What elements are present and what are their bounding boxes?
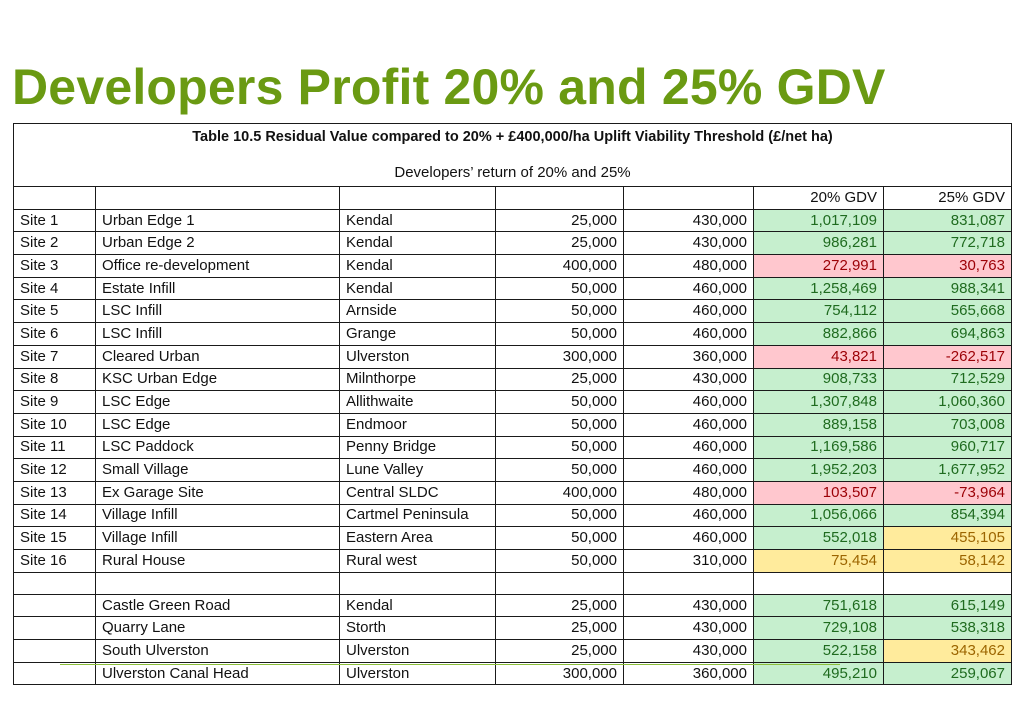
table-row: [14, 481, 1012, 504]
location-cell: Kendal: [340, 209, 496, 232]
table-row: [14, 300, 1012, 323]
gdv-20-cell: 1,952,203: [754, 459, 884, 482]
gdv-20-cell: 751,618: [754, 594, 884, 617]
value-1-cell: 25,000: [496, 232, 624, 255]
gdv-25-cell: 712,529: [884, 368, 1012, 391]
table-row: [14, 323, 1012, 346]
value-2-cell: 430,000: [624, 368, 754, 391]
location-cell: Ulverston: [340, 662, 496, 685]
value-2-cell: 460,000: [624, 391, 754, 414]
value-1-cell: 50,000: [496, 504, 624, 527]
site-cell: Site 11: [14, 436, 96, 459]
site-type-cell: Urban Edge 1: [96, 209, 340, 232]
site-cell: Site 3: [14, 255, 96, 278]
value-1-cell: 50,000: [496, 323, 624, 346]
spacer-cell: [884, 572, 1012, 594]
value-2-cell: 480,000: [624, 255, 754, 278]
gdv-20-cell: 272,991: [754, 255, 884, 278]
gdv-25-cell: 58,142: [884, 550, 1012, 573]
table-row: [14, 368, 1012, 391]
value-1-cell: 25,000: [496, 594, 624, 617]
gdv-20-cell: 103,507: [754, 481, 884, 504]
table-row: [14, 232, 1012, 255]
gdv-25-cell: -73,964: [884, 481, 1012, 504]
gdv-20-cell: 1,258,469: [754, 277, 884, 300]
table-row: [14, 209, 1012, 232]
column-header-row: [14, 187, 1012, 210]
location-cell: Central SLDC: [340, 481, 496, 504]
value-1-cell: 50,000: [496, 436, 624, 459]
table-row: [14, 391, 1012, 414]
site-type-cell: Rural House: [96, 550, 340, 573]
location-cell: Kendal: [340, 277, 496, 300]
table-row: [14, 594, 1012, 617]
gdv-25-cell: 30,763: [884, 255, 1012, 278]
value-2-cell: 460,000: [624, 459, 754, 482]
table-row: [14, 345, 1012, 368]
location-cell: Arnside: [340, 300, 496, 323]
site-type-cell: LSC Edge: [96, 391, 340, 414]
location-cell: Allithwaite: [340, 391, 496, 414]
gdv-20-cell: 754,112: [754, 300, 884, 323]
header-cell-empty: [96, 187, 340, 210]
header-25-gdv: 25% GDV: [884, 187, 1012, 210]
site-type-cell: LSC Infill: [96, 300, 340, 323]
value-1-cell: 50,000: [496, 550, 624, 573]
value-1-cell: 50,000: [496, 277, 624, 300]
gdv-25-cell: 988,341: [884, 277, 1012, 300]
gdv-25-cell: 831,087: [884, 209, 1012, 232]
value-1-cell: 400,000: [496, 255, 624, 278]
value-2-cell: 460,000: [624, 277, 754, 300]
site-cell: Site 4: [14, 277, 96, 300]
header-cell-empty: [624, 187, 754, 210]
site-type-cell: LSC Edge: [96, 413, 340, 436]
gdv-25-cell: 772,718: [884, 232, 1012, 255]
site-type-cell: LSC Paddock: [96, 436, 340, 459]
site-cell: Site 1: [14, 209, 96, 232]
gdv-25-cell: 538,318: [884, 617, 1012, 640]
location-cell: Kendal: [340, 255, 496, 278]
location-cell: Lune Valley: [340, 459, 496, 482]
gdv-25-cell: 703,008: [884, 413, 1012, 436]
site-cell: [14, 640, 96, 663]
value-1-cell: 50,000: [496, 459, 624, 482]
site-cell: Site 10: [14, 413, 96, 436]
value-2-cell: 460,000: [624, 504, 754, 527]
table-row: [14, 459, 1012, 482]
site-cell: Site 7: [14, 345, 96, 368]
spacer-cell: [496, 572, 624, 594]
site-cell: Site 2: [14, 232, 96, 255]
location-cell: Milnthorpe: [340, 368, 496, 391]
gdv-25-cell: 343,462: [884, 640, 1012, 663]
header-cell-empty: [340, 187, 496, 210]
value-2-cell: 460,000: [624, 323, 754, 346]
spacer-cell: [624, 572, 754, 594]
table-row: [14, 527, 1012, 550]
site-cell: [14, 594, 96, 617]
site-type-cell: Ex Garage Site: [96, 481, 340, 504]
gdv-20-cell: 552,018: [754, 527, 884, 550]
site-type-cell: Small Village: [96, 459, 340, 482]
value-2-cell: 360,000: [624, 662, 754, 685]
value-1-cell: 400,000: [496, 481, 624, 504]
site-type-cell: Urban Edge 2: [96, 232, 340, 255]
gdv-20-cell: 1,056,066: [754, 504, 884, 527]
site-cell: Site 8: [14, 368, 96, 391]
table-caption-cell: [14, 124, 1012, 187]
table-row: [14, 504, 1012, 527]
gdv-20-cell: 1,017,109: [754, 209, 884, 232]
gdv-25-cell: 565,668: [884, 300, 1012, 323]
value-1-cell: 25,000: [496, 368, 624, 391]
value-2-cell: 430,000: [624, 640, 754, 663]
table-row: [14, 617, 1012, 640]
site-cell: Site 16: [14, 550, 96, 573]
table-row: [14, 277, 1012, 300]
header-20-gdv: 20% GDV: [754, 187, 884, 210]
value-2-cell: 360,000: [624, 345, 754, 368]
gdv-20-cell: 889,158: [754, 413, 884, 436]
site-cell: Site 14: [14, 504, 96, 527]
location-cell: Penny Bridge: [340, 436, 496, 459]
gdv-20-cell: 908,733: [754, 368, 884, 391]
table-row: [14, 255, 1012, 278]
gdv-20-cell: 495,210: [754, 662, 884, 685]
site-type-cell: LSC Infill: [96, 323, 340, 346]
value-1-cell: 50,000: [496, 391, 624, 414]
gdv-25-cell: 854,394: [884, 504, 1012, 527]
value-2-cell: 430,000: [624, 209, 754, 232]
location-cell: Eastern Area: [340, 527, 496, 550]
site-cell: [14, 617, 96, 640]
value-1-cell: 50,000: [496, 413, 624, 436]
gdv-20-cell: 75,454: [754, 550, 884, 573]
gdv-25-cell: 1,060,360: [884, 391, 1012, 414]
site-type-cell: South Ulverston: [96, 640, 340, 663]
value-2-cell: 480,000: [624, 481, 754, 504]
slide-title: Developers Profit 20% and 25% GDV: [12, 59, 886, 115]
value-2-cell: 460,000: [624, 413, 754, 436]
header-cell-empty: [14, 187, 96, 210]
site-cell: Site 12: [14, 459, 96, 482]
value-1-cell: 50,000: [496, 300, 624, 323]
gdv-20-cell: 986,281: [754, 232, 884, 255]
value-2-cell: 460,000: [624, 436, 754, 459]
gdv-25-cell: 1,677,952: [884, 459, 1012, 482]
site-cell: [14, 662, 96, 685]
spacer-cell: [96, 572, 340, 594]
site-cell: Site 15: [14, 527, 96, 550]
gdv-25-cell: -262,517: [884, 345, 1012, 368]
site-cell: Site 13: [14, 481, 96, 504]
site-type-cell: Castle Green Road: [96, 594, 340, 617]
value-1-cell: 25,000: [496, 209, 624, 232]
gdv-20-cell: 522,158: [754, 640, 884, 663]
gdv-25-cell: 259,067: [884, 662, 1012, 685]
gdv-20-cell: 1,169,586: [754, 436, 884, 459]
site-type-cell: Ulverston Canal Head: [96, 662, 340, 685]
table-row: [14, 436, 1012, 459]
site-cell: Site 5: [14, 300, 96, 323]
residual-value-table: [13, 123, 1012, 685]
gdv-20-cell: 1,307,848: [754, 391, 884, 414]
value-2-cell: 460,000: [624, 527, 754, 550]
value-2-cell: 310,000: [624, 550, 754, 573]
gdv-25-cell: 694,863: [884, 323, 1012, 346]
value-1-cell: 300,000: [496, 345, 624, 368]
spacer-row: [14, 572, 1012, 594]
location-cell: Grange: [340, 323, 496, 346]
location-cell: Ulverston: [340, 345, 496, 368]
location-cell: Endmoor: [340, 413, 496, 436]
spacer-cell: [340, 572, 496, 594]
site-cell: Site 9: [14, 391, 96, 414]
table-row: [14, 640, 1012, 663]
gdv-20-cell: 729,108: [754, 617, 884, 640]
location-cell: Kendal: [340, 594, 496, 617]
value-1-cell: 25,000: [496, 640, 624, 663]
site-type-cell: Office re-development: [96, 255, 340, 278]
caption-row: [14, 124, 1012, 187]
table-subcaption: Developers’ return of 20% and 25%: [394, 164, 631, 181]
site-type-cell: Estate Infill: [96, 277, 340, 300]
location-cell: Kendal: [340, 232, 496, 255]
spacer-cell: [754, 572, 884, 594]
gdv-20-cell: 43,821: [754, 345, 884, 368]
gdv-25-cell: 960,717: [884, 436, 1012, 459]
site-type-cell: Quarry Lane: [96, 617, 340, 640]
value-2-cell: 430,000: [624, 232, 754, 255]
location-cell: Storth: [340, 617, 496, 640]
location-cell: Ulverston: [340, 640, 496, 663]
value-1-cell: 50,000: [496, 527, 624, 550]
site-type-cell: Village Infill: [96, 504, 340, 527]
location-cell: Cartmel Peninsula: [340, 504, 496, 527]
value-2-cell: 430,000: [624, 594, 754, 617]
spacer-cell: [14, 572, 96, 594]
site-type-cell: Village Infill: [96, 527, 340, 550]
table-container: [13, 123, 1012, 685]
location-cell: Rural west: [340, 550, 496, 573]
value-1-cell: 300,000: [496, 662, 624, 685]
value-1-cell: 25,000: [496, 617, 624, 640]
site-type-cell: Cleared Urban: [96, 345, 340, 368]
value-2-cell: 430,000: [624, 617, 754, 640]
table-row: [14, 550, 1012, 573]
table-caption: Table 10.5 Residual Value compared to 20% + £400,000/ha Uplift Viability Threshold (£/net ha): [192, 129, 833, 145]
gdv-25-cell: 615,149: [884, 594, 1012, 617]
gdv-25-cell: 455,105: [884, 527, 1012, 550]
site-cell: Site 6: [14, 323, 96, 346]
site-type-cell: KSC Urban Edge: [96, 368, 340, 391]
table-row: [14, 413, 1012, 436]
table-row: [14, 662, 1012, 685]
decorative-line: [60, 664, 840, 665]
header-cell-empty: [496, 187, 624, 210]
value-2-cell: 460,000: [624, 300, 754, 323]
gdv-20-cell: 882,866: [754, 323, 884, 346]
